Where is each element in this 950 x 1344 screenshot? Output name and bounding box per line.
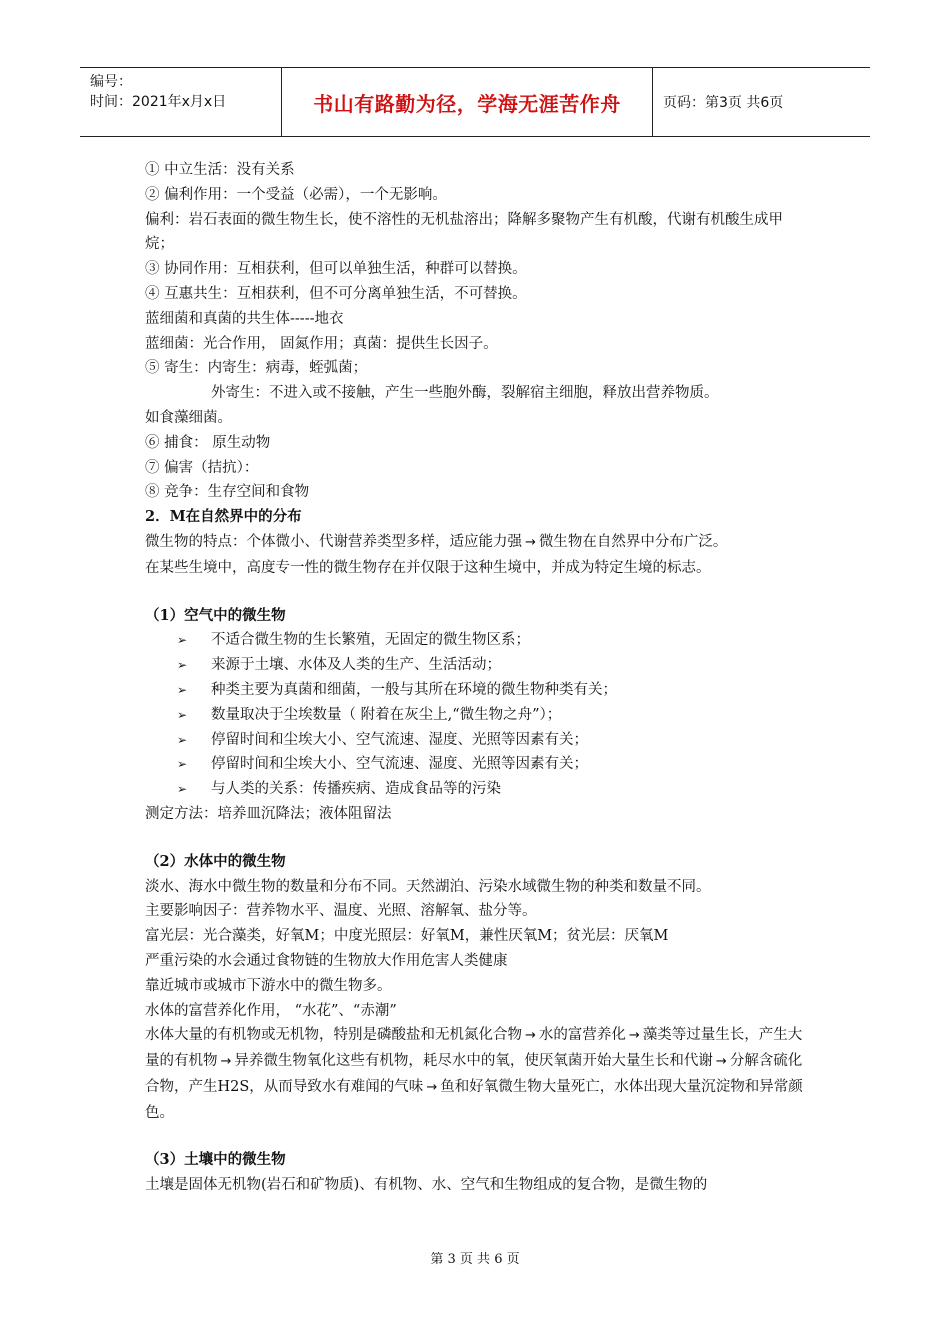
document-body	[145, 158, 810, 1198]
text-line: 主要影响因子：营养物水平、温度、光照、溶解氧、盐分等。	[145, 903, 537, 920]
bullet-arrow-icon: ➢	[177, 682, 188, 697]
bullet-arrow-icon: ➢	[177, 782, 188, 797]
header-motto: 书山有路勤为径，学海无涯苦作舟	[282, 68, 653, 136]
text-line: 土壤是固体无机物(岩石和矿物质)、有机物、水、空气和生物组成的复合物，是微生物的	[145, 1177, 708, 1194]
text-line: 严重污染的水会通过食物链的生物放大作用危害人类健康	[145, 952, 508, 969]
header-page-info: 页码：第3页 共6页	[663, 95, 784, 111]
text-paragraph	[145, 530, 810, 556]
text-span: 异养微生物氧化这些有机物，耗尽水中的氧，使厌氧菌开始大量生长和代谢	[234, 1053, 713, 1070]
arrow-icon: →	[525, 534, 536, 550]
text-line: ⑥ 捕食： 原生动物	[145, 434, 271, 451]
text-span: 水体大量的有机物或无机物，特别是磷酸盐和无机氮化合物	[145, 1027, 522, 1044]
text-line: 测定方法：培养皿沉降法；液体阻留法	[145, 805, 392, 822]
list-item-text: 与人类的关系：传播疾病、造成食品等的污染	[211, 781, 501, 798]
list-item	[145, 628, 810, 653]
arrow-icon: →	[715, 1054, 727, 1070]
list-item	[145, 752, 810, 777]
bullet-arrow-icon: ➢	[177, 633, 188, 648]
list-item	[145, 678, 810, 703]
arrow-icon: →	[426, 1079, 438, 1095]
list-item-text: 不适合微生物的生长繁殖，无固定的微生物区系；	[211, 632, 530, 649]
text-paragraph: 在某些生境中，高度专一性的微生物存在并仅限于这种生境中，并成为特定生境的标志。	[145, 559, 711, 576]
arrow-icon: →	[525, 1028, 536, 1044]
subsection-heading: （3）土壤中的微生物	[145, 1151, 286, 1169]
text-span: 微生物的特点：个体微小、代谢营养类型多样，适应能力强	[145, 533, 522, 550]
arrow-icon: →	[628, 1028, 640, 1044]
text-line: 如食藻细菌。	[145, 409, 232, 426]
text-line: ⑤ 寄生：内寄生：病毒，蛭弧菌；	[145, 360, 368, 377]
bullet-arrow-icon: ➢	[177, 707, 188, 722]
text-paragraph: 偏利：岩石表面的微生物生长，使不溶性的无机盐溶出；降解多聚物产生有机酸，代谢有机酸生成甲烷；	[145, 211, 783, 253]
text-span: 分解含硫化合物，产生H2S，从而导致水有难闻的气味	[145, 1053, 803, 1095]
text-line: 蓝细菌和真菌的共生体-----地衣	[145, 310, 344, 327]
text-line: 蓝细菌：光合作用， 固氮作用；真菌：提供生长因子。	[145, 335, 498, 352]
text-span: 藻类等过量生长，产生大量的有机物	[145, 1027, 803, 1070]
text-line: ① 中立生活：没有关系	[145, 162, 295, 178]
text-line: ④ 互惠共生：互相获利，但不可分离单独生活，不可替换。	[145, 285, 527, 302]
bullet-arrow-icon: ➢	[177, 757, 188, 772]
bullet-arrow-icon: ➢	[177, 732, 188, 747]
list-item	[145, 653, 810, 678]
bullet-list	[145, 628, 810, 802]
bullet-arrow-icon: ➢	[177, 658, 188, 673]
text-line: 外寄生：不进入或不接触，产生一些胞外酶，裂解宿主细胞，释放出营养物质。	[211, 385, 719, 402]
list-item	[145, 703, 810, 728]
list-item-text: 停留时间和尘埃大小、空气流速、湿度、光照等因素有关；	[211, 756, 588, 773]
list-item-text: 停留时间和尘埃大小、空气流速、湿度、光照等因素有关；	[211, 731, 588, 748]
list-item	[145, 777, 810, 802]
list-item-text: 来源于土壤、水体及人类的生产、生活活动；	[211, 657, 501, 674]
text-line: 水体的富营养化作用， “水花”、“赤潮”	[145, 1002, 397, 1019]
section-heading: 2．M在自然界中的分布	[145, 508, 302, 526]
list-item	[145, 728, 810, 753]
text-line: ③ 协同作用：互相获利，但可以单独生活，种群可以替换。	[145, 261, 527, 278]
subsection-heading: （2）水体中的微生物	[145, 852, 286, 870]
arrow-icon: →	[220, 1054, 232, 1070]
list-item-text: 数量取决于尘埃数量（ 附着在灰尘上,“微生物之舟”）；	[211, 706, 562, 723]
text-line: 淡水、海水中微生物的数量和分布不同。天然湖泊、污染水域微生物的种类和数量不同。	[145, 878, 711, 895]
text-span: 微生物在自然界中分布广泛。	[538, 533, 728, 550]
text-span: 水的富营养化	[538, 1027, 626, 1044]
text-line: 富光层：光合藻类，好氧M；中度光照层：好氧M，兼性厌氧M；贫光层：厌氧M	[145, 928, 669, 945]
number-label: 编号：	[90, 74, 132, 90]
page-footer: 第 3 页 共 6 页	[430, 1252, 520, 1267]
list-item-text: 种类主要为真菌和细菌，一般与其所在环境的微生物种类有关；	[211, 681, 617, 698]
subsection-heading: （1）空气中的微生物	[145, 606, 286, 624]
page-header	[80, 67, 870, 137]
text-line: ⑦ 偏害（拮抗）：	[145, 459, 259, 476]
text-paragraph	[145, 1023, 810, 1125]
text-line: ⑧ 竞争：生存空间和食物	[145, 484, 310, 501]
text-line: 靠近城市或城市下游水中的微生物多。	[145, 977, 392, 994]
text-line: ② 偏利作用：一个受益（必需），一个无影响。	[145, 186, 447, 203]
date-label: 时间：2021年x月x日	[90, 94, 227, 110]
header-meta	[80, 68, 282, 136]
text-span: 鱼和好氧微生物大量死亡，水体出现大量沉淀物和异常颜色。	[145, 1078, 803, 1121]
